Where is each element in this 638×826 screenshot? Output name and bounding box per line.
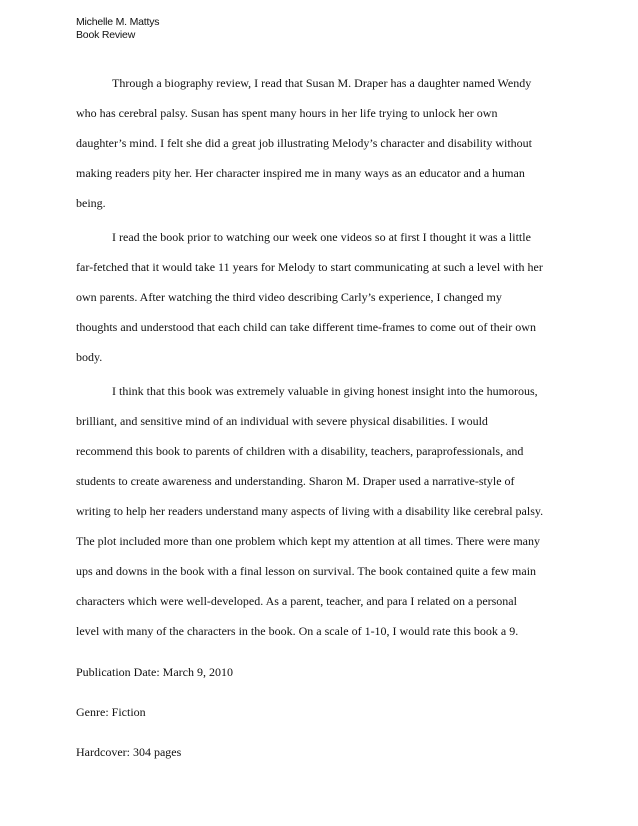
paragraph-1 [76,68,566,218]
paragraph-line: thoughts and understood that each child can take different time-frames to come out of their own [76,320,536,334]
hardcover-pages: Hardcover: 304 pages [76,745,182,759]
paragraph-line: far-fetched that it would take 11 years for Melody to start communicating at such a level with her [76,260,543,274]
paragraph-line: I think that this book was extremely valuable in giving honest insight into the humorous, [112,384,538,398]
paragraph-line: Through a biography review, I read that Susan M. Draper has a daughter named Wendy [112,76,532,90]
paragraph-line: daughter’s mind. I felt she did a great job illustrating Melody’s character and disability without [76,136,533,150]
book-details [76,652,566,772]
review-body [76,68,566,772]
paragraph-line: own parents. After watching the third video describing Carly’s experience, I changed my [76,290,502,304]
document-header [76,16,159,42]
publication-date: Publication Date: March 9, 2010 [76,665,233,679]
paragraph-line: making readers pity her. Her character inspired me in many ways as an educator and a human [76,166,525,180]
paragraph-line: level with many of the characters in the book. On a scale of 1-10, I would rate this book a 9. [76,624,519,638]
paragraph-3 [76,376,566,646]
paragraph-line: recommend this book to parents of children with a disability, teachers, paraprofessionals, and [76,444,524,458]
paragraph-line: ups and downs in the book with a final lesson on survival. The book contained quite a few main [76,564,537,578]
document-type: Book Review [76,29,136,41]
paragraph-line: body. [76,350,103,364]
paragraph-line: The plot included more than one problem which kept my attention at all times. There were many [76,534,540,548]
genre: Genre: Fiction [76,705,146,719]
paragraph-line: students to create awareness and understanding. Sharon M. Draper used a narrative-style of [76,474,515,488]
paragraph-line: writing to help her readers understand many aspects of living with a disability like cerebral palsy. [76,504,544,518]
paragraph-2 [76,222,566,372]
author-name: Michelle M. Mattys [76,16,160,28]
paragraph-line: who has cerebral palsy. Susan has spent many hours in her life trying to unlock her own [76,106,498,120]
paragraph-line: I read the book prior to watching our week one videos so at first I thought it was a little [112,230,531,244]
paragraph-line: brilliant, and sensitive mind of an individual with severe physical disabilities. I would [76,414,488,428]
paragraph-line: characters which were well-developed. As a parent, teacher, and para I related on a personal [76,594,517,608]
paragraph-line: being. [76,196,106,210]
